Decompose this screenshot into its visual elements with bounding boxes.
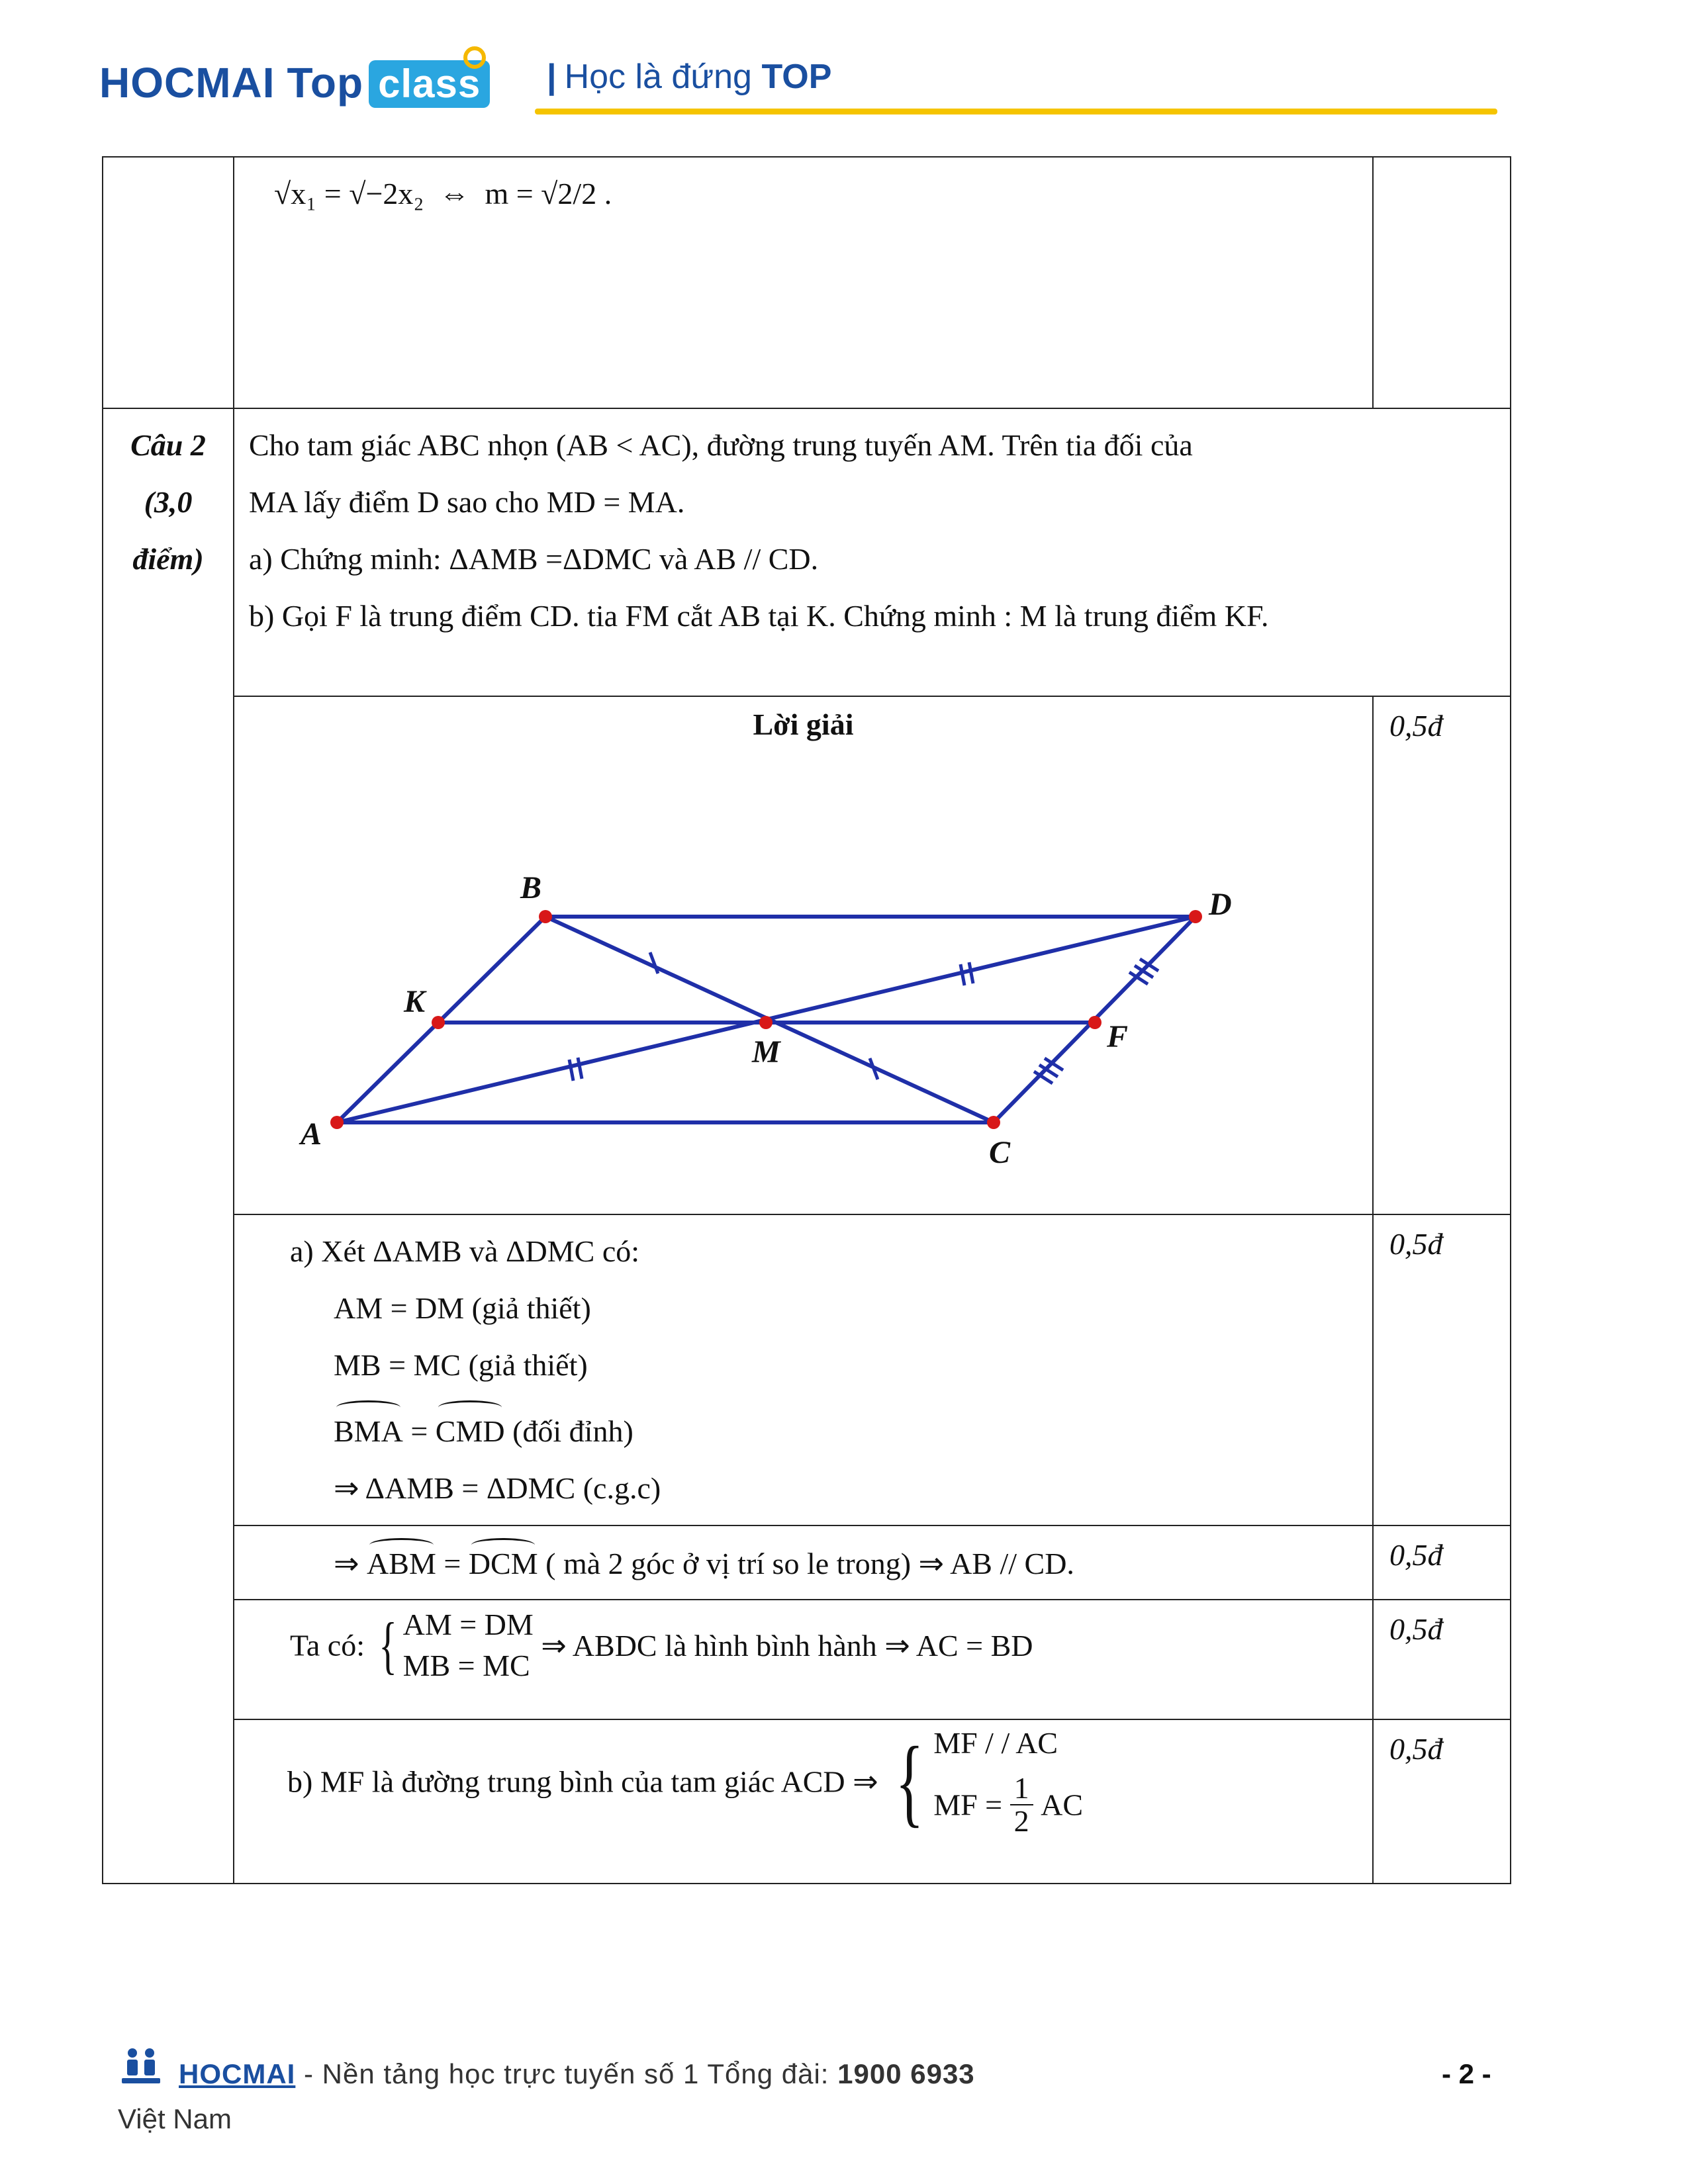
point-A xyxy=(330,1116,344,1129)
system xyxy=(933,1725,1083,1837)
part-a-angle-line xyxy=(234,1394,1358,1460)
fraction-den: 2 xyxy=(1013,1804,1029,1838)
table-row xyxy=(103,1214,1511,1525)
logo-class: class xyxy=(369,60,490,108)
part-b-text: b) MF là đường trung bình của tam giác ACD ⇒ xyxy=(287,1764,878,1799)
score: 0,5đ xyxy=(1389,1732,1443,1766)
footer-brand[interactable]: HOCMAI xyxy=(179,2058,296,2089)
label-C: C xyxy=(989,1135,1011,1170)
label-K: K xyxy=(404,984,426,1019)
point-C xyxy=(987,1116,1000,1129)
system xyxy=(403,1604,534,1686)
system-top: AM = DM xyxy=(402,1608,534,1641)
label-A: A xyxy=(301,1116,322,1152)
score: 0,5đ xyxy=(1389,1612,1443,1646)
question-text xyxy=(234,409,1510,653)
point-F xyxy=(1088,1016,1102,1029)
ta-co: Ta có: xyxy=(290,1628,365,1662)
fraction-num: 1 xyxy=(1010,1772,1033,1805)
logo-hocmai: HOCMAI xyxy=(99,59,275,107)
footer-text: - Nền tảng học trực tuyến số 1 xyxy=(295,2058,708,2089)
angles-line xyxy=(234,1526,1372,1595)
parallelogram-result: ⇒ ABDC là hình bình hành ⇒ AC = BD xyxy=(541,1629,1033,1662)
tick-MD-2 xyxy=(969,962,973,983)
score: 0,5đ xyxy=(1389,1538,1443,1572)
table-row xyxy=(103,1525,1511,1600)
footer-line xyxy=(118,2058,975,2090)
slogan-text: Học là đứng xyxy=(564,58,752,96)
table-row xyxy=(103,1719,1511,1884)
question-line: a) Chứng minh: ΔAMB =ΔDMC và AB // CD. xyxy=(249,542,819,576)
slogan-bold: TOP xyxy=(761,58,832,96)
label-F: F xyxy=(1107,1019,1129,1054)
header-divider xyxy=(535,109,1497,114)
tick-AM-2 xyxy=(578,1058,582,1079)
table-row xyxy=(103,1600,1511,1719)
part-b-line xyxy=(234,1720,1372,1845)
table-row xyxy=(103,696,1511,1214)
question-label-cell xyxy=(103,409,233,588)
system-top: MF / / AC xyxy=(933,1726,1058,1760)
footer-line2: Việt Nam xyxy=(118,2103,232,2134)
geometry-figure xyxy=(234,752,1366,1183)
solution-table xyxy=(102,156,1511,1884)
tick-AM-1 xyxy=(569,1060,573,1081)
header-slogan xyxy=(547,57,831,97)
question-line: Cho tam giác ABC nhọn (AB < AC), đường trung tuyến AM. Trên tia đối của xyxy=(249,428,1193,462)
angle-note: (đối đỉnh) xyxy=(504,1414,633,1448)
system-bottom xyxy=(933,1772,1083,1837)
tick-MD-1 xyxy=(961,964,964,985)
mf-ac: AC xyxy=(1041,1788,1084,1822)
point-K xyxy=(432,1016,445,1029)
angles-post: ( mà 2 góc ở vị trí so le trong) ⇒ AB // CD. xyxy=(538,1547,1074,1580)
point-M xyxy=(759,1016,773,1029)
point-B xyxy=(539,910,552,923)
score: 0,5đ xyxy=(1389,709,1443,743)
mf-eq: MF = xyxy=(933,1788,1003,1822)
formula-left: √x₁ = √−2x₂ xyxy=(274,177,424,210)
angle-DCM: DCM xyxy=(469,1541,538,1587)
sun-icon xyxy=(463,46,486,69)
table-row xyxy=(103,157,1511,408)
formula-row xyxy=(234,158,1372,230)
score: 0,5đ xyxy=(1389,1227,1443,1261)
angle-eq: = xyxy=(402,1414,436,1448)
brace-icon: { xyxy=(895,1726,924,1837)
system-bottom: MB = MC xyxy=(402,1649,530,1682)
label-M: M xyxy=(752,1034,780,1069)
point-D xyxy=(1189,910,1202,923)
angle-CMD: CMD xyxy=(436,1403,505,1460)
fraction-half xyxy=(1010,1772,1033,1837)
formula-right: m = √2/2 . xyxy=(485,177,612,210)
angle-BMA: BMA xyxy=(334,1403,403,1460)
footer-hotline-label: Tổng đài: xyxy=(707,2058,838,2089)
angles-eq: = xyxy=(436,1547,469,1580)
logo-top: Top xyxy=(287,59,364,107)
label-D: D xyxy=(1209,887,1232,922)
footer-hotline: 1900 6933 xyxy=(837,2058,975,2089)
part-a xyxy=(234,1215,1372,1525)
hocmai-topclass-logo xyxy=(99,58,490,108)
tick-BM xyxy=(650,952,658,974)
slogan-bar: | xyxy=(547,58,557,96)
angles-pre: ⇒ xyxy=(334,1547,367,1580)
label-B: B xyxy=(520,870,542,905)
question-points: (3,0 xyxy=(144,485,193,519)
question-line: MA lấy điểm D sao cho MD = MA. xyxy=(249,485,685,519)
parallelogram-line xyxy=(234,1600,1372,1694)
part-a-line: AM = DM (giả thiết) xyxy=(334,1291,591,1325)
table-row xyxy=(103,408,1511,696)
page-number: - 2 - xyxy=(1442,2058,1491,2089)
question-line: b) Gọi F là trung điểm CD. tia FM cắt AB tại K. Chứng minh : M là trung điểm KF. xyxy=(249,599,1269,633)
question-label: Câu 2 xyxy=(130,428,206,462)
angle-ABM: ABM xyxy=(367,1541,436,1587)
question-points-unit: điểm) xyxy=(132,542,204,576)
brace-icon: { xyxy=(378,1610,397,1680)
part-a-intro: a) Xét ΔAMB và ΔDMC có: xyxy=(290,1234,640,1268)
part-a-line: MB = MC (giả thiết) xyxy=(334,1348,588,1382)
formula-arrow: ⇔ xyxy=(439,177,470,210)
part-a-line: ⇒ ΔAMB = ΔDMC (c.g.c) xyxy=(334,1471,661,1505)
solution-title: Lời giải xyxy=(753,707,854,741)
